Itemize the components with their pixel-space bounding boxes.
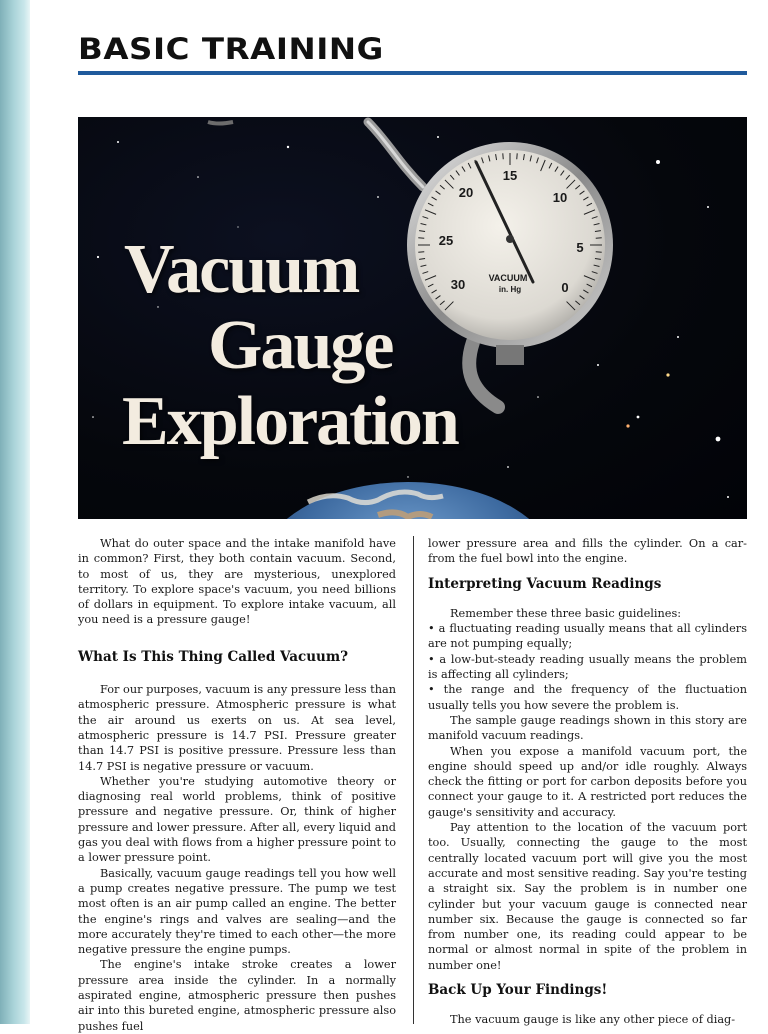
gauge-mark-5: 5 — [576, 240, 583, 255]
body-paragraph: For our purposes, vacuum is any pressure less than atmospheric pressure. Atmospheric pressure is what the air around us exerts on us. At sea level, atmospheric pressure is 14.7 PSI. Pressure greater than 14.7 PSI is positive pressure. Pressure less than 14.7 PSI is negative pressure or vacuum. — [78, 682, 396, 774]
article-column-right — [428, 536, 747, 1028]
body-paragraph: The vacuum gauge is like any other piece of diag- — [428, 1012, 747, 1027]
body-paragraph: The engine's intake stroke creates a lower pressure area inside the cylinder. In a normally aspirated engine, atmospheric pressure then pushes air into this bureted engine, atmospheric pressure also pushes fuel — [78, 957, 396, 1033]
body-paragraph: When you expose a manifold vacuum port, the engine should speed up and/or idle roughly. Always check the fitting or port for carbon deposits before you connect your gauge to it. A restricted port reduces the gauge's sensitivity and accuracy. — [428, 744, 747, 820]
gauge-label-vacuum: VACUUM — [489, 273, 528, 283]
body-paragraph: Basically, vacuum gauge readings tell you how well a pump creates negative pressure. The pump we test most often is an air pump called an engine. The better the engine's rings and valves are sealing—and the more accurately they're timed to each other—the more negative pressure the engine pumps. — [78, 866, 396, 958]
hero-image — [78, 117, 747, 519]
gauge-mark-20: 20 — [459, 185, 473, 200]
hero-title-line-2: Gauge — [208, 308, 578, 384]
heading-back-up-findings: Back Up Your Findings! — [428, 983, 747, 998]
earth-shape — [258, 482, 558, 519]
gauge-mark-30: 30 — [451, 277, 465, 292]
gauge-mark-15: 15 — [503, 168, 517, 183]
page-spine-edge — [0, 0, 30, 1024]
intro-paragraph: What do outer space and the intake manifold have in common? First, they both contain vacuum. Second, to most of us, they are mysterious, unexplored territory. To explore space's vacuum, you need billions of dollars in equipment. To explore intake vacuum, all you need is a pressure gauge! — [78, 536, 396, 628]
body-paragraph: Whether you're studying automotive theory or diagnosing real world problems, think of positive pressure and negative pressure. Or, think of higher pressure and lower pressure. After all, every liquid and gas you deal with flows from a higher pressure point to a lower pressure point. — [78, 774, 396, 866]
gauge-label-unit: in. Hg — [499, 285, 521, 294]
hero-title-line-3: Exploration — [122, 384, 578, 460]
gauge-mark-25: 25 — [439, 233, 453, 248]
bullet-item: • the range and the frequency of the fluctuation usually tells you how severe the problem is. — [428, 682, 747, 713]
body-paragraph: lower pressure area and fills the cylinder. On a car- from the fuel bowl into the engine. — [428, 536, 747, 567]
gauge-mark-0: 0 — [561, 280, 568, 295]
hero-title-line-1: Vacuum — [124, 232, 578, 308]
column-divider — [413, 536, 414, 1024]
section-title: BASIC TRAINING — [78, 32, 384, 66]
hero-title — [78, 232, 578, 460]
gauge-mark-10: 10 — [553, 190, 567, 205]
heading-what-is-vacuum: What Is This Thing Called Vacuum? — [78, 650, 396, 665]
body-paragraph: The sample gauge readings shown in this story are manifold vacuum readings. — [428, 713, 747, 744]
body-paragraph: Remember these three basic guidelines: — [428, 606, 747, 621]
bullet-item: • a low-but-steady reading usually means the problem is affecting all cylinders; — [428, 652, 747, 683]
body-paragraph: Pay attention to the location of the vacuum port too. Usually, connecting the gauge to the most centrally located vacuum port will give you the most accurate and most sensitive reading. Say you're testing a straight six. Say the problem is in number one cylinder but your vacuum gauge is connected near number six. Because the gauge is connected so far from number one, its reading could appear to be normal or almost normal in spite of the problem in number one! — [428, 820, 747, 973]
bullet-item: • a fluctuating reading usually means that all cylinders are not pumping equally; — [428, 621, 747, 652]
article-column-left — [78, 536, 396, 1034]
header-rule — [78, 71, 747, 75]
heading-interpreting-readings: Interpreting Vacuum Readings — [428, 577, 747, 592]
